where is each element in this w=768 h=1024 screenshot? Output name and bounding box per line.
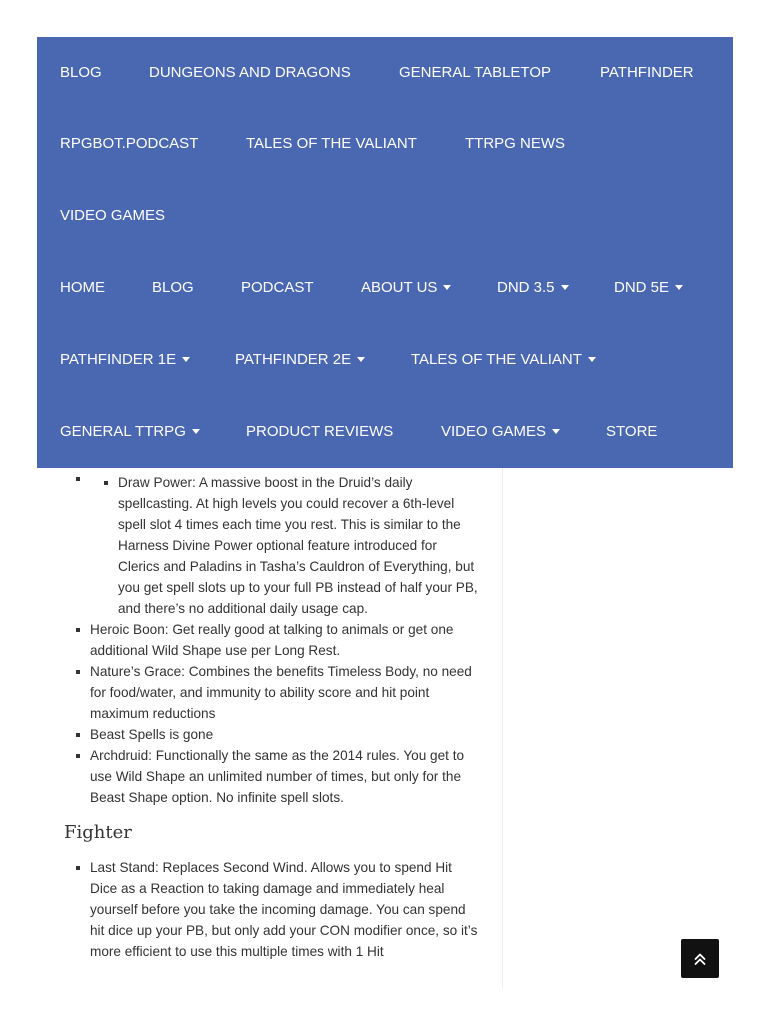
list-item-text: Archdruid: Functionally the same as the 2014 rules. You get to use Wild Shape an unlimited number of times, but only for the Beast Shape option. No infinite spell slots. [90, 748, 465, 805]
nav-row-main-1 [37, 252, 733, 324]
list-item [56, 745, 482, 808]
nav-item-label: RPGBOT.PODCAST [60, 135, 199, 152]
article-content [56, 468, 482, 962]
nav-item-label: ABOUT US [361, 279, 438, 296]
list-item [56, 619, 482, 661]
nav-item-general-ttrpg[interactable] [60, 396, 200, 468]
nav-row-categories-3 [37, 180, 733, 252]
caret-down-icon [588, 357, 596, 362]
nav-item-dungeons-and-dragons[interactable] [149, 37, 351, 109]
nav-item-label: PRODUCT REVIEWS [246, 423, 394, 440]
nav-item-tales-of-the-valiant-main[interactable] [411, 324, 596, 396]
nav-item-pathfinder-1e[interactable] [60, 324, 190, 396]
nav-item-label: STORE [606, 423, 658, 440]
nav-item-label: PATHFINDER [600, 64, 694, 81]
sidebar-divider [502, 468, 503, 988]
caret-down-icon [357, 357, 365, 362]
caret-down-icon [192, 429, 200, 434]
caret-down-icon [443, 285, 451, 290]
main-navigation [37, 37, 733, 468]
nav-item-video-games-main[interactable] [441, 396, 560, 468]
back-to-top-button[interactable] [681, 939, 719, 978]
caret-down-icon [182, 357, 190, 362]
nav-item-blog[interactable] [60, 37, 102, 109]
nav-item-label: BLOG [152, 279, 194, 296]
list-item [56, 857, 482, 962]
nav-item-label: PODCAST [241, 279, 314, 296]
nested-feature-list [56, 468, 482, 619]
list-item-text: Last Stand: Replaces Second Wind. Allows you to spend Hit Dice as a Reaction to taking damage and immediately heal yourself before you take the incoming damage. You can spend hit dice up your PB, but only add your CON modifier once, so it’s more efficient to use this multiple times with 1 Hit [90, 860, 478, 959]
list-item [56, 661, 482, 724]
nav-item-label: HOME [60, 279, 105, 296]
caret-down-icon [552, 429, 560, 434]
nav-item-podcast[interactable] [241, 252, 314, 324]
nav-item-video-games[interactable] [60, 180, 165, 252]
list-item-container [56, 468, 482, 619]
nav-item-label: DND 3.5 [497, 279, 555, 296]
list-item-text: Nature’s Grace: Combines the benefits Timeless Body, no need for food/water, and immunity to ability score and hit point maximum reductions [90, 664, 472, 721]
nav-item-pathfinder[interactable] [600, 37, 694, 109]
nav-item-pathfinder-2e[interactable] [235, 324, 365, 396]
nav-item-store[interactable] [606, 396, 657, 468]
nav-item-label: TALES OF THE VALIANT [411, 351, 582, 368]
nav-item-product-reviews[interactable] [246, 396, 393, 468]
nav-item-ttrpg-news[interactable] [465, 108, 565, 180]
nav-item-label: VIDEO GAMES [441, 423, 547, 440]
list-item-text: Beast Spells is gone [90, 727, 214, 742]
nav-item-dnd-3-5[interactable] [497, 252, 569, 324]
nav-item-label: GENERAL TTRPG [60, 423, 186, 440]
list-item [56, 724, 482, 745]
nav-item-dnd-5e[interactable] [614, 252, 683, 324]
nav-item-label: GENERAL TABLETOP [399, 64, 551, 81]
nav-item-about-us[interactable] [361, 252, 451, 324]
nav-item-home[interactable] [60, 252, 105, 324]
nav-row-main-3 [37, 396, 733, 468]
druid-feature-list [56, 468, 482, 808]
nav-item-label: BLOG [60, 64, 102, 81]
nav-item-rpgbot-podcast[interactable] [60, 108, 198, 180]
caret-down-icon [561, 285, 569, 290]
nav-row-categories-1 [37, 37, 733, 109]
caret-down-icon [675, 285, 683, 290]
nav-item-label: TTRPG NEWS [465, 135, 565, 152]
nav-item-label: TALES OF THE VALIANT [246, 135, 417, 152]
list-item [56, 472, 482, 619]
nav-item-general-tabletop[interactable] [399, 37, 551, 109]
nav-item-blog-main[interactable] [152, 252, 194, 324]
nav-item-tales-of-the-valiant[interactable] [246, 108, 417, 180]
nav-row-categories-2 [37, 108, 733, 180]
section-heading-fighter: Fighter [64, 822, 132, 843]
list-item-text: Draw Power: A massive boost in the Druid’s daily spellcasting. At high levels you could recover a 6th-level spell slot 4 times each time you rest. This is similar to the Harness Divine Power optional feature introduced for Clerics and Paladins in Tasha’s Cauldron of Everything, but you get spell slots up to your full PB instead of half your PB, and there’s no additional daily usage cap. [118, 475, 478, 616]
list-item-text: Heroic Boon: Get really good at talking to animals or get one additional Wild Shape use per Long Rest. [90, 622, 454, 658]
nav-item-label: PATHFINDER 2E [235, 351, 352, 368]
nav-item-label: PATHFINDER 1E [60, 351, 177, 368]
fighter-feature-list [56, 857, 482, 962]
nav-item-label: DND 5E [614, 279, 670, 296]
nav-row-main-2 [37, 324, 733, 396]
double-chevron-up-icon [693, 952, 707, 966]
nav-item-label: DUNGEONS AND DRAGONS [149, 64, 351, 81]
nav-item-label: VIDEO GAMES [60, 207, 166, 224]
